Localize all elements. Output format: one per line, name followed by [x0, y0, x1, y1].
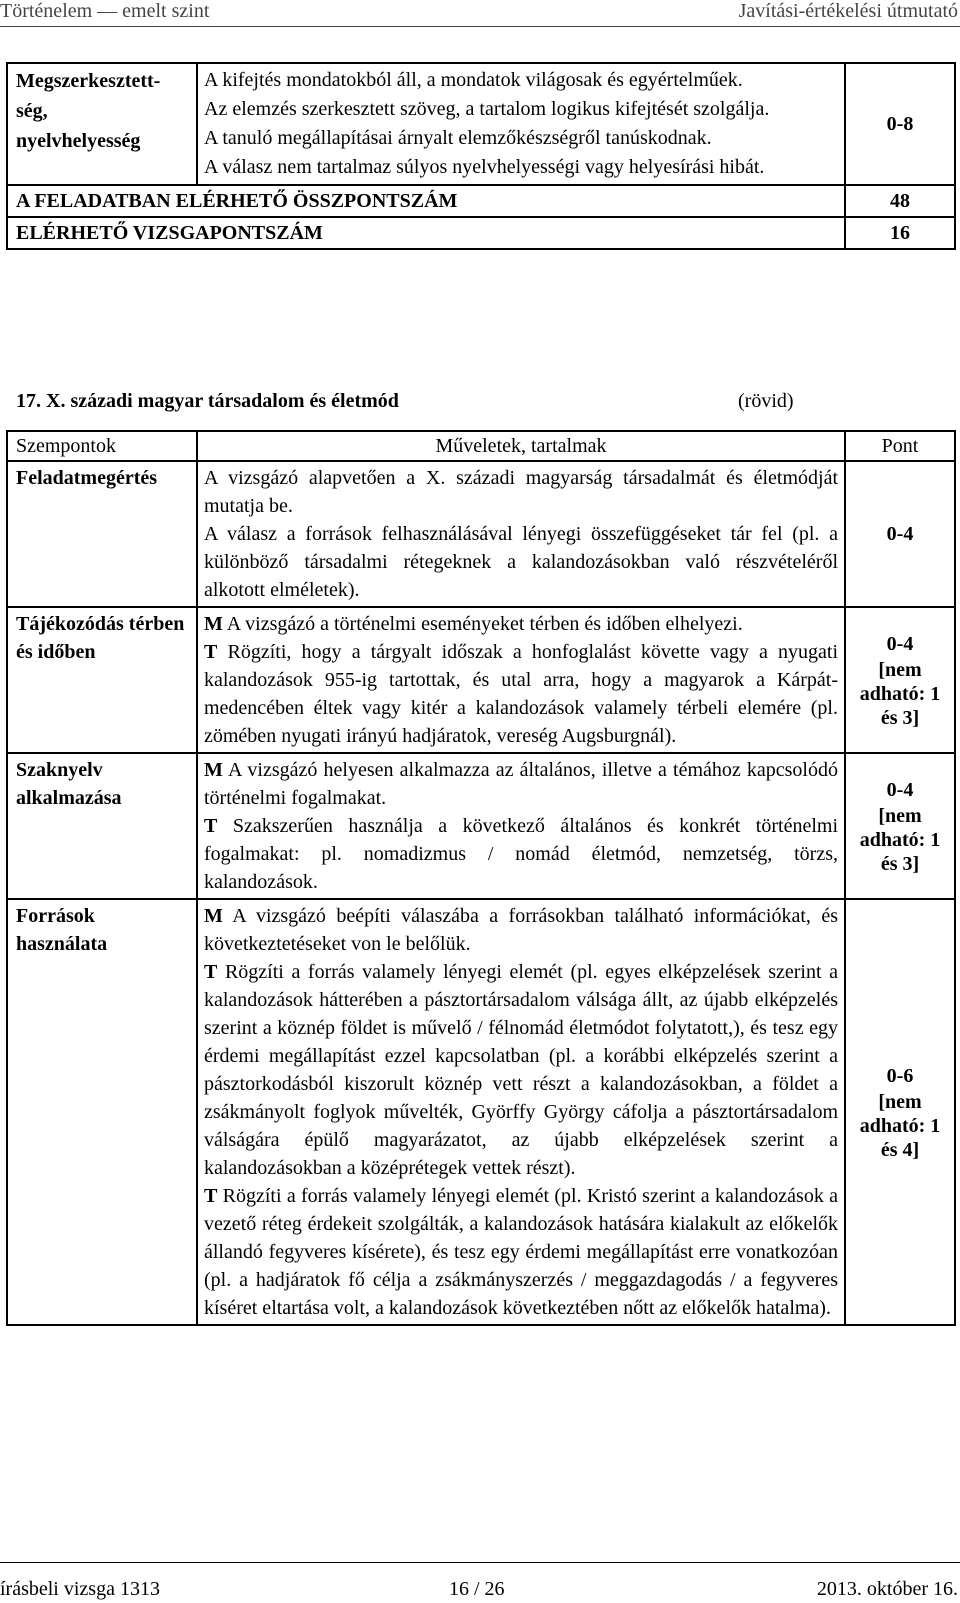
points-cell [845, 899, 955, 1325]
description-paragraph [204, 1182, 838, 1322]
exam-total-value: 16 [845, 217, 955, 249]
description-paragraph [204, 756, 838, 812]
description-line: A tanuló megállapításai árnyalt elemzőkészségről tanúskodnak. [204, 127, 712, 149]
header-guide-title: Javítási-értékelési útmutató [738, 0, 958, 22]
paragraph-prefix: T [204, 961, 218, 983]
criterion-label: Feladatmegértés [7, 461, 197, 607]
paragraph-text: A vizsgázó a történelmi eseményeket térben és időben elhelyezi. [226, 613, 743, 635]
criterion-description [197, 899, 845, 1325]
paragraph-text: Szakszerűen használja a következő általános és konkrét történelmi fogalmakat: pl. nomadizmus / nomád életmód, nemzetség, törzs, kalandozások. [204, 815, 838, 893]
criterion-label: Források használata [7, 899, 197, 1325]
criterion-label: Megszerkesztett- ség, nyelvhelyesség [7, 63, 197, 185]
description-line: Az elemzés szerkesztett szöveg, a tartalom logikus kifejtését szolgálja. [204, 98, 770, 120]
task-title: 17. X. századi magyar társadalom és életmód [16, 390, 399, 412]
footer-date: 2013. október 16. [816, 1578, 958, 1600]
column-header-criteria: Szempontok [7, 431, 197, 461]
table-header-row [7, 431, 955, 461]
points-note: [nem adható: 1 és 4] [859, 1091, 941, 1161]
description-line: A kifejtés mondatokból áll, a mondatok világosak és egyértelműek. [204, 69, 743, 91]
criterion-row-composition [7, 63, 955, 185]
criterion-description [197, 753, 845, 899]
points-note: [nem adható: 1 és 3] [859, 805, 941, 875]
description-paragraph [204, 958, 838, 1182]
points-value: 0-6 [886, 1065, 914, 1087]
points-cell [845, 753, 955, 899]
footer-exam-id: írásbeli vizsga 1313 [0, 1578, 160, 1600]
description-paragraph [204, 902, 838, 958]
criterion-label: Tájékozódás térben és időben [7, 607, 197, 753]
table-row [7, 899, 955, 1325]
previous-task-table [6, 62, 956, 250]
description-paragraph: A válasz a források felhasználásával lényegi összefüggéseket tár fel (pl. a különböző társadalmi rétegeknek a kalandozásokban való részvételéről alkotott elméletek). [204, 523, 838, 601]
paragraph-prefix: M [204, 613, 223, 635]
points-cell: 0-4 [845, 461, 955, 607]
points-value: 0-4 [886, 633, 914, 655]
paragraph-prefix: T [204, 641, 218, 663]
paragraph-text: Rögzíti a forrás valamely lényegi elemét (pl. Kristó szerint a kalandozások a vezető réteg érdekeit szolgálták, a kalandozások hatására kialakult az előkelők állandó fegyveres kísérete), és tesz egy érdemi megállapítást erre vonatkozóan (pl. a hadjáratok fő célja a zsákmányszerzés / meggazdagodás / a fegyveres kíséret eltartása volt, a kalandozások következtében nőtt az előkelők hatalma). [204, 1185, 838, 1319]
task-type: (rövid) [738, 390, 794, 412]
header-subject: Történelem — emelt szint [0, 0, 210, 22]
paragraph-text: Rögzíti a forrás valamely lényegi elemét (pl. egyes elképzelések szerint a kalandozások hátterében a pásztortársadalom válsága állt, az újabb elképzelés szerint a köznép földet is művelő / félnomád életmódot folytatott,), és tesz egy érdemi megállapítást ezzel kapcsolatban (pl. a korábbi elképzelés szerint a pásztorkodásból kiszorult köznép vett részt a kalandozásokban, a földet a zsákmányolt foglyok művelték, Györffy György cáfolja a pásztortársadalom válságára épülő magyarázatot, az újabb elképzelések szerint a kalandozásokban a középrétegek vettek részt). [204, 961, 838, 1179]
task-total-label: A FELADATBAN ELÉRHETŐ ÖSSZPONTSZÁM [7, 185, 845, 217]
criterion-label: Szaknyelv alkalmazása [7, 753, 197, 899]
description-paragraph [204, 610, 838, 638]
description-line: A válasz nem tartalmaz súlyos nyelvhelyességi vagy helyesírási hibát. [204, 156, 765, 178]
paragraph-text: A vizsgázó helyesen alkalmazza az általános, illetve a témához kapcsolódó történelmi fogalmakat. [204, 759, 838, 809]
points-note: [nem adható: 1 és 3] [859, 659, 941, 729]
table-row [7, 753, 955, 899]
paragraph-prefix: T [204, 815, 218, 837]
criterion-description [197, 607, 845, 753]
task-total-value: 48 [845, 185, 955, 217]
paragraph-prefix: T [204, 1185, 218, 1207]
footer-page-number: 16 / 26 [449, 1578, 505, 1600]
criterion-description [197, 63, 845, 185]
paragraph-prefix: M [204, 759, 223, 781]
task-heading [16, 390, 950, 413]
description-paragraph [204, 812, 838, 896]
points-cell [845, 607, 955, 753]
page-footer [0, 1562, 960, 1603]
table-row [7, 607, 955, 753]
task-total-row [7, 185, 955, 217]
table-row [7, 461, 955, 607]
page-header [0, 0, 960, 27]
description-paragraph [204, 638, 838, 750]
exam-total-row [7, 217, 955, 249]
paragraph-prefix: M [204, 905, 223, 927]
points-value: 0-4 [886, 779, 914, 801]
column-header-operations: Műveletek, tartalmak [197, 431, 845, 461]
criterion-description [197, 461, 845, 607]
points-cell: 0-8 [845, 63, 955, 185]
exam-total-label: ELÉRHETŐ VIZSGAPONTSZÁM [7, 217, 845, 249]
paragraph-text: A vizsgázó beépíti válaszába a forrásokban található információkat, és következtetéseket von le belőlük. [204, 905, 838, 955]
description-paragraph: A vizsgázó alapvetően a X. századi magyarság társadalmát és életmódját mutatja be. [204, 467, 838, 517]
grading-table [6, 430, 956, 1326]
paragraph-text: Rögzíti, hogy a tárgyalt időszak a honfoglalást követte vagy a nyugati kalandozások 955-ig tartottak, és utal arra, hogy a magyarok a Kárpát-medencében éltek vagy kitér a kalandozások valamely térbeli elemére (pl. zömében nyugati irányú hadjáratok, vereség Augsburgnál). [204, 641, 838, 747]
column-header-points: Pont [845, 431, 955, 461]
